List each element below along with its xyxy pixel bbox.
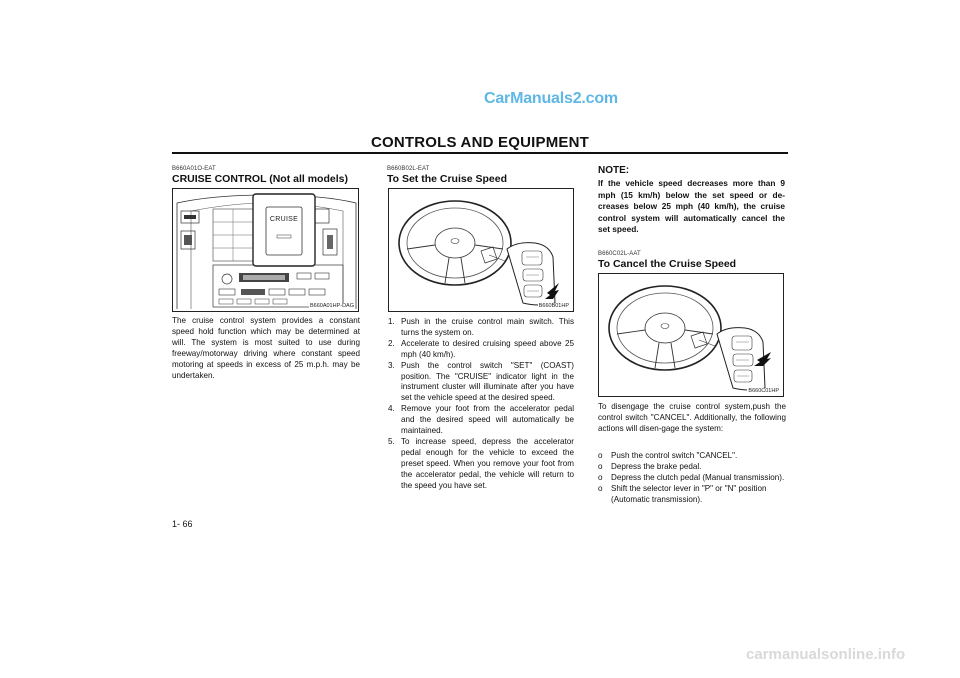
list-item xyxy=(598,473,786,484)
disengage-list xyxy=(598,451,786,506)
list-item xyxy=(388,339,574,361)
bullet-mark: o xyxy=(598,483,603,493)
note-text: If the vehicle speed decreases more than 9 mph (15 km/h) below the set speed or de-creases below 25 mph (40 km/h), the cruise control system will automatically cancel the set speed. xyxy=(598,178,785,235)
step-text: Push the control switch "SET" (COAST) position. The "CRUISE" indicator light in the instrument cluster will illuminate after you have set the vehicle speed at the desired speed. xyxy=(401,360,574,403)
list-item xyxy=(598,484,786,506)
list-item xyxy=(598,462,786,473)
list-item xyxy=(388,361,574,405)
cancel-steering-wheel-figure xyxy=(598,273,784,397)
header-rule xyxy=(172,152,788,154)
set-cruise-steps xyxy=(388,317,574,492)
left-figure-label: B660A01HP-DAG xyxy=(309,303,354,309)
middle-figure-label: B660B01HP xyxy=(538,303,569,309)
list-item xyxy=(388,437,574,492)
step-number: 3. xyxy=(388,360,395,370)
middle-heading: To Set the Cruise Speed xyxy=(387,173,507,185)
bullet-text: Depress the clutch pedal (Manual transmission). xyxy=(611,472,785,482)
step-text: Accelerate to desired cruising speed above 25 mph (40 km/h). xyxy=(401,338,574,359)
left-body-text: The cruise control system provides a constant speed hold function which may be determined at will. The system is most suited to use during freeway/motorway driving where constant speed motoring at speeds in excess of 25 m.p.h. may be undertaken. xyxy=(172,316,360,380)
watermark-top: CarManuals2.com xyxy=(484,90,618,107)
steering-wheel-illustration xyxy=(599,274,784,397)
page-number: 1- 66 xyxy=(172,519,193,529)
bullet-mark: o xyxy=(598,451,603,460)
bullet-text: Depress the brake pedal. xyxy=(611,461,702,471)
steering-wheel-illustration xyxy=(389,189,574,312)
right-section-code: B660C02L-AAT xyxy=(598,251,641,257)
step-text: Remove your foot from the accelerator pedal and the desired speed will automatically be maintained. xyxy=(401,404,574,436)
middle-section-code: B660B02L-EAT xyxy=(387,166,430,172)
left-heading: CRUISE CONTROL (Not all models) xyxy=(172,173,348,185)
step-number: 5. xyxy=(388,436,395,446)
bullet-text: Shift the selector lever in "P" or "N" position (Automatic transmission). xyxy=(611,483,767,504)
step-text: To increase speed, depress the accelerator pedal enough for the vehicle to exceed the preset speed. When you remove your foot from the accelerator pedal, the vehicle will return to the speed you have set. xyxy=(401,436,574,490)
cruise-button-label: CRUISE xyxy=(269,216,299,223)
dashboard-figure xyxy=(172,188,359,312)
left-section-code: B660A01O-EAT xyxy=(172,166,216,172)
list-item xyxy=(598,451,786,462)
right-heading: To Cancel the Cruise Speed xyxy=(598,258,737,270)
dashboard-illustration xyxy=(173,189,359,312)
page-title: CONTROLS AND EQUIPMENT xyxy=(370,134,589,151)
set-steering-wheel-figure xyxy=(388,188,574,312)
step-text: Push in the cruise control main switch. This turns the system on. xyxy=(401,317,574,337)
list-item xyxy=(388,317,574,339)
right-body-text: To disengage the cruise control system,push the control switch "CANCEL". Additionally, the following actions will disen-gage the system: xyxy=(598,402,786,433)
step-number: 4. xyxy=(388,404,395,414)
step-number: 1. xyxy=(388,317,395,326)
watermark-bottom: carmanualsonline.info xyxy=(746,646,906,663)
bullet-mark: o xyxy=(598,472,603,482)
note-title: NOTE: xyxy=(598,165,630,176)
list-item xyxy=(388,404,574,437)
step-number: 2. xyxy=(388,338,395,348)
bullet-text: Push the control switch "CANCEL". xyxy=(611,451,738,460)
right-figure-label: B660C01HP xyxy=(748,388,779,394)
bullet-mark: o xyxy=(598,461,603,471)
